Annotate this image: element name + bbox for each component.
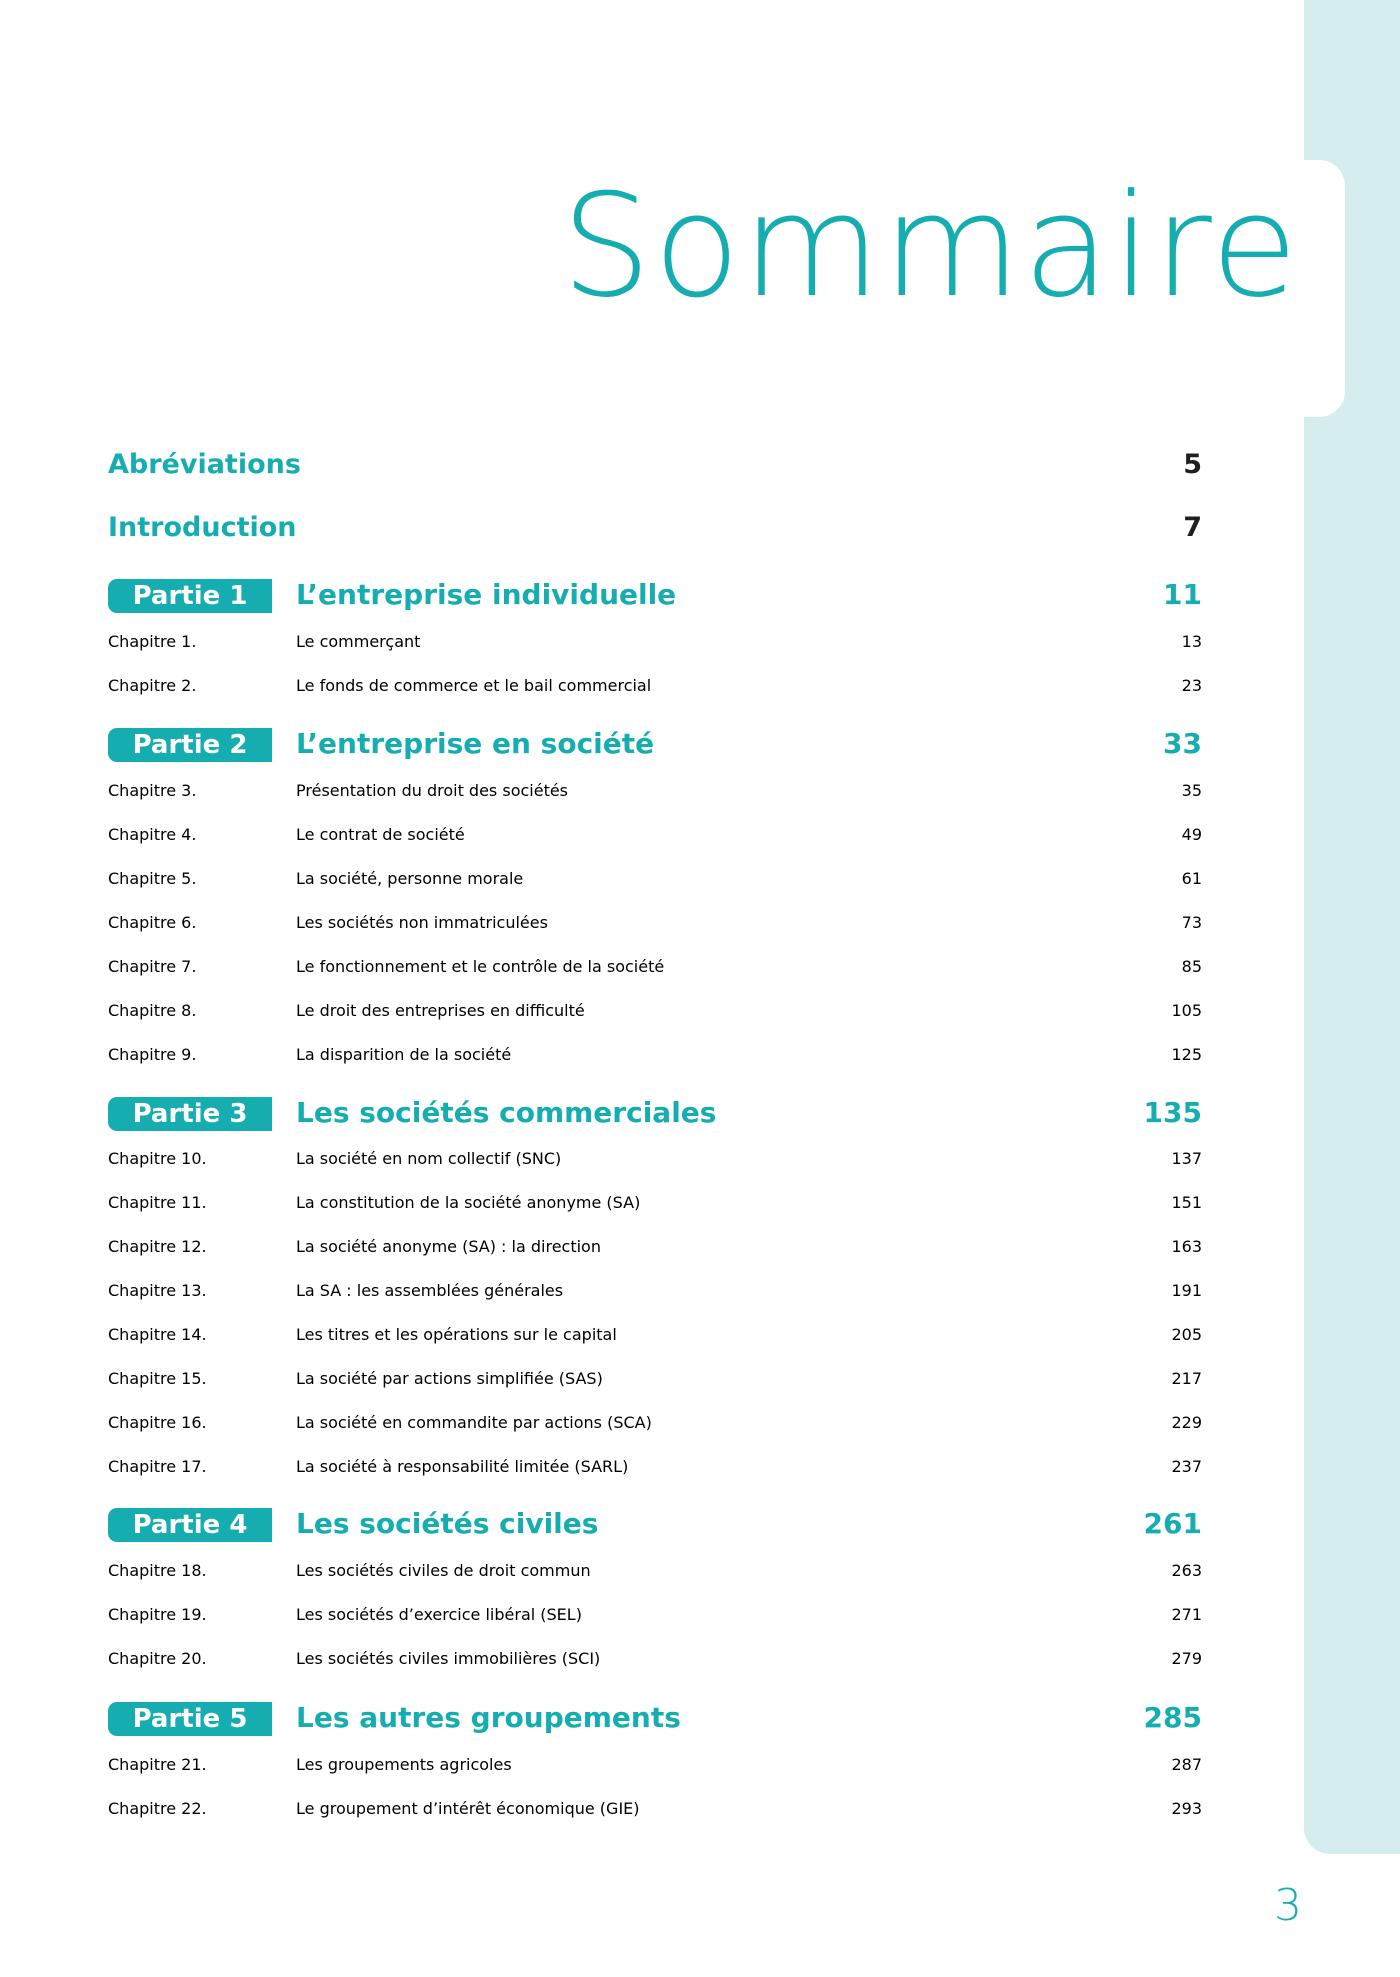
toc-chapter[interactable] [108,1035,1202,1075]
toc-part[interactable] [108,1698,1202,1738]
toc-chapter[interactable] [108,1183,1202,1223]
toc-chapter[interactable] [108,1271,1202,1311]
toc-chapter[interactable] [108,771,1202,811]
page-ref: 293 [1171,1799,1202,1818]
toc-chapter[interactable] [108,1403,1202,1443]
chapter-number: 13. [181,1281,207,1300]
chapter-label [108,1745,207,1785]
chapter-number: 19. [181,1605,207,1624]
chapter-word: Chapitre [108,1649,177,1668]
page-ref: 285 [1143,1701,1202,1734]
chapter-word: Chapitre [108,676,177,695]
chapter-number: 12. [181,1237,207,1256]
chapter-title: Les groupements agricoles [296,1755,512,1774]
chapter-number: 7. [181,957,197,976]
chapter-label [108,1639,207,1679]
toc-chapter[interactable] [108,991,1202,1031]
chapter-label [108,1595,207,1635]
chapter-word: Chapitre [108,1193,177,1212]
chapter-word: Chapitre [108,957,177,976]
chapter-word: Chapitre [108,1605,177,1624]
page-ref: 135 [1143,1096,1202,1129]
chapter-word: Chapitre [108,1001,177,1020]
toc-chapter[interactable] [108,1639,1202,1679]
chapter-label [108,1139,207,1179]
page-ref: 287 [1171,1755,1202,1774]
chapter-number: 21. [181,1755,207,1774]
toc-chapter[interactable] [108,1551,1202,1591]
chapter-label [108,1447,207,1487]
chapter-title: Les sociétés civiles immobilières (SCI) [296,1649,601,1668]
page-ref: 35 [1181,781,1202,800]
page-ref: 105 [1171,1001,1202,1020]
chapter-word: Chapitre [108,1149,177,1168]
page-ref: 191 [1171,1281,1202,1300]
page-ref: 229 [1171,1413,1202,1432]
chapter-word: Chapitre [108,1237,177,1256]
part-badge: Partie 3 [108,1097,272,1131]
toc-part[interactable] [108,724,1202,764]
toc-entry[interactable] [108,508,1202,548]
page-ref: 125 [1171,1045,1202,1064]
toc-chapter[interactable] [108,903,1202,943]
part-badge: Partie 2 [108,728,272,762]
page-ref: 263 [1171,1561,1202,1580]
toc-chapter[interactable] [108,947,1202,987]
chapter-word: Chapitre [108,825,177,844]
chapter-title: Le commerçant [296,632,421,651]
chapter-word: Chapitre [108,913,177,932]
chapter-word: Chapitre [108,1281,177,1300]
toc-part[interactable] [108,1093,1202,1133]
chapter-title: Le contrat de société [296,825,465,844]
page-ref: 237 [1171,1457,1202,1476]
chapter-number: 8. [181,1001,197,1020]
page-ref: 13 [1181,632,1202,651]
chapter-number: 20. [181,1649,207,1668]
toc-chapter[interactable] [108,1139,1202,1179]
toc-chapter[interactable] [108,622,1202,662]
chapter-number: 4. [181,825,197,844]
toc-chapter[interactable] [108,1595,1202,1635]
chapter-title: Les sociétés non immatriculées [296,913,548,932]
chapter-label [108,903,196,943]
chapter-word: Chapitre [108,781,177,800]
chapter-label [108,771,196,811]
chapter-title: La société en nom collectif (SNC) [296,1149,562,1168]
chapter-label [108,1183,207,1223]
chapter-number: 22. [181,1799,207,1818]
toc-entry[interactable] [108,445,1202,485]
toc-chapter[interactable] [108,859,1202,899]
chapter-label [108,815,196,855]
toc-part[interactable] [108,1504,1202,1544]
part-badge: Partie 5 [108,1702,272,1736]
toc-part[interactable] [108,575,1202,615]
chapter-label [108,947,196,987]
chapter-title: Présentation du droit des sociétés [296,781,569,800]
part-title: Les autres groupements [296,1701,681,1734]
toc-chapter[interactable] [108,815,1202,855]
toc-chapter[interactable] [108,1447,1202,1487]
chapter-title: Les titres et les opérations sur le capital [296,1325,617,1344]
chapter-number: 9. [181,1045,197,1064]
part-badge: Partie 1 [108,579,272,613]
chapter-word: Chapitre [108,1413,177,1432]
chapter-title: La disparition de la société [296,1045,512,1064]
chapter-title: La SA : les assemblées générales [296,1281,564,1300]
chapter-title: Les sociétés d’exercice libéral (SEL) [296,1605,582,1624]
chapter-number: 18. [181,1561,207,1580]
page-ref: 5 [1183,449,1202,480]
chapter-word: Chapitre [108,1045,177,1064]
chapter-number: 5. [181,869,197,888]
page-ref: 261 [1143,1507,1202,1540]
part-title: L’entreprise en société [296,727,655,760]
chapter-number: 16. [181,1413,207,1432]
page-ref: 151 [1171,1193,1202,1212]
page-ref: 61 [1181,869,1202,888]
chapter-label [108,622,196,662]
chapter-title: La constitution de la société anonyme (SA) [296,1193,641,1212]
chapter-title: Les sociétés civiles de droit commun [296,1561,591,1580]
chapter-label [108,1551,207,1591]
page-ref: 271 [1171,1605,1202,1624]
toc-chapter[interactable] [108,1789,1202,1829]
chapter-word: Chapitre [108,1755,177,1774]
chapter-number: 14. [181,1325,207,1344]
page-ref: 73 [1181,913,1202,932]
chapter-label [108,1315,207,1355]
toc-chapter[interactable] [108,1227,1202,1267]
chapter-title: La société anonyme (SA) : la direction [296,1237,601,1256]
chapter-word: Chapitre [108,1561,177,1580]
chapter-word: Chapitre [108,869,177,888]
chapter-number: 17. [181,1457,207,1476]
page-ref: 49 [1181,825,1202,844]
chapter-title: La société par actions simplifiée (SAS) [296,1369,603,1388]
part-badge: Partie 4 [108,1508,272,1542]
chapter-title: La société en commandite par actions (SCA) [296,1413,652,1432]
chapter-label [108,1271,207,1311]
page-ref: 205 [1171,1325,1202,1344]
chapter-word: Chapitre [108,1325,177,1344]
part-title: Les sociétés civiles [296,1507,599,1540]
chapter-label [108,859,196,899]
chapter-title: La société, personne morale [296,869,524,888]
page-ref: 11 [1163,578,1202,611]
part-title: Les sociétés commerciales [296,1096,717,1129]
toc-chapter[interactable] [108,1359,1202,1399]
entry-title: Abréviations [108,449,301,480]
chapter-word: Chapitre [108,1799,177,1818]
toc-chapter[interactable] [108,1315,1202,1355]
chapter-label [108,1227,207,1267]
page-title: Sommaire [561,164,1300,329]
page-ref: 217 [1171,1369,1202,1388]
chapter-number: 3. [181,781,197,800]
toc-chapter[interactable] [108,666,1202,706]
chapter-label [108,1035,196,1075]
page-ref: 163 [1171,1237,1202,1256]
chapter-number: 15. [181,1369,207,1388]
chapter-number: 1. [181,632,197,651]
chapter-number: 6. [181,913,197,932]
chapter-title: La société à responsabilité limitée (SARL) [296,1457,629,1476]
page-ref: 23 [1181,676,1202,695]
page-ref: 7 [1183,512,1202,543]
chapter-label [108,1789,207,1829]
page-ref: 33 [1163,727,1202,760]
chapter-label [108,1403,207,1443]
chapter-number: 10. [181,1149,207,1168]
page-ref: 137 [1171,1149,1202,1168]
chapter-label [108,1359,207,1399]
chapter-title: Le groupement d’intérêt économique (GIE) [296,1799,640,1818]
page-ref: 279 [1171,1649,1202,1668]
chapter-title: Le fonds de commerce et le bail commercial [296,676,652,695]
chapter-title: Le fonctionnement et le contrôle de la société [296,957,665,976]
chapter-label [108,991,196,1031]
entry-title: Introduction [108,512,297,543]
page-ref: 85 [1181,957,1202,976]
chapter-word: Chapitre [108,632,177,651]
toc-chapter[interactable] [108,1745,1202,1785]
page-number: 3 [1274,1880,1302,1931]
chapter-number: 2. [181,676,197,695]
chapter-word: Chapitre [108,1457,177,1476]
part-title: L’entreprise individuelle [296,578,677,611]
chapter-word: Chapitre [108,1369,177,1388]
chapter-label [108,666,196,706]
chapter-number: 11. [181,1193,207,1212]
chapter-title: Le droit des entreprises en difficulté [296,1001,585,1020]
